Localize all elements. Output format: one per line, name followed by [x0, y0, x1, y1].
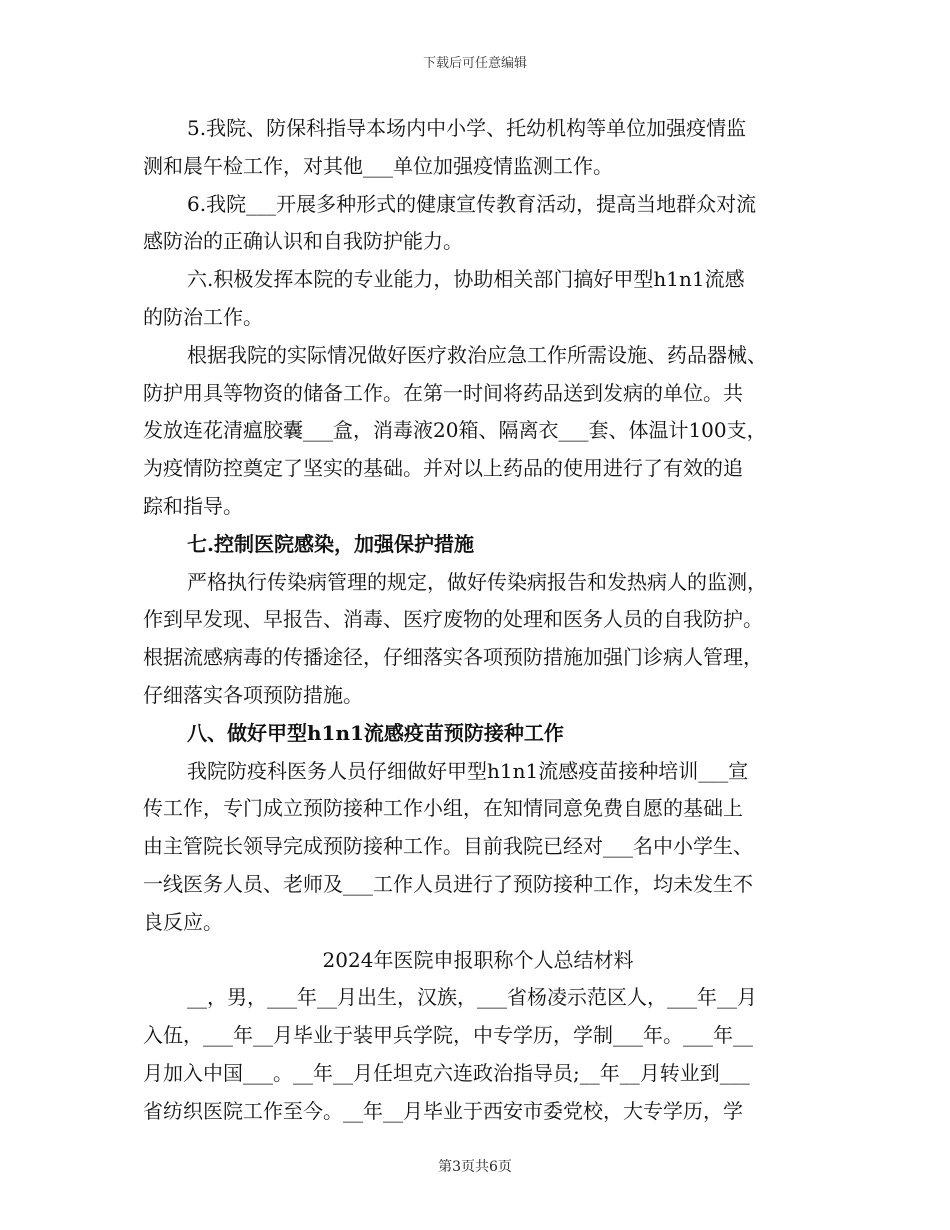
body-line: 防护用具等物资的储备工作。在第一时间将药品送到发病的单位。共 [143, 380, 743, 405]
document-body [143, 110, 813, 1131]
body-line: 测和晨午检工作，对其他___单位加强疫情监测工作。 [143, 153, 613, 178]
body-line: 的防治工作。 [143, 304, 263, 329]
body-line: 6.我院___开展多种形式的健康宣传教育活动，提高当地群众对流 [187, 191, 757, 216]
body-line: 我院防疫科医务人员仔细做好甲型h1n1流感疫苗接种培训___宣 [187, 758, 749, 783]
body-line: 根据流感病毒的传播途径，仔细落实各项预防措施加强门诊病人管理， [143, 645, 763, 670]
body-line: 良反应。 [143, 909, 223, 934]
page-header: 下载后可任意编辑 [422, 56, 527, 71]
body-line: 踪和指导。 [143, 493, 243, 518]
body-line: 省纺织医院工作至今。__年__月毕业于西安市委党校，大专学历，学 [143, 1098, 743, 1123]
body-line: 月加入中国___。__年__月任坦克六连政治指导员;__年__月转业到___ [143, 1060, 750, 1085]
body-line: 严格执行传染病管理的规定，做好传染病报告和发热病人的监测， [187, 569, 767, 594]
page-number: 第3页共6页 [438, 1159, 512, 1175]
body-line: 传工作，专门成立预防接种工作小组，在知情同意免费自愿的基础上 [143, 796, 743, 821]
body-line: 发放连花清瘟胶囊___盒，消毒液20箱、隔离衣___套、体温计100支， [143, 418, 767, 443]
body-line: 六.积极发挥本院的专业能力，协助相关部门搞好甲型h1n1流感 [187, 267, 745, 292]
document-title: 2024年医院申报职称个人总结材料 [322, 947, 634, 972]
body-line: 根据我院的实际情况做好医疗救治应急工作所需设施、药品器械、 [187, 342, 767, 367]
body-line: 作到早发现、早报告、消毒、医疗废物的处理和医务人员的自我防护。 [143, 607, 763, 632]
body-line: 5.我院、防保科指导本场内中小学、托幼机构等单位加强疫情监 [187, 116, 747, 140]
body-line: 一线医务人员、老师及___工作人员进行了预防接种工作，均未发生不 [143, 871, 753, 896]
section-heading: 八、做好甲型h1n1流感疫苗预防接种工作 [187, 720, 564, 745]
body-line: 感防治的正确认识和自我防护能力。 [143, 229, 463, 254]
section-heading: 七.控制医院感染，加强保护措施 [187, 531, 474, 556]
body-line: 入伍，___年__月毕业于装甲兵学院，中专学历，学制___年。___年__ [143, 1023, 753, 1048]
body-line: __，男，___年__月出生，汉族，___省杨凌示范区人，___年__月 [187, 985, 757, 1010]
body-line: 为疫情防控奠定了坚实的基础。并对以上药品的使用进行了有效的追 [143, 456, 743, 481]
body-line: 由主管院长领导完成预防接种工作。目前我院已经对___名中小学生、 [143, 834, 753, 859]
body-line: 仔细落实各项预防措施。 [143, 682, 363, 707]
